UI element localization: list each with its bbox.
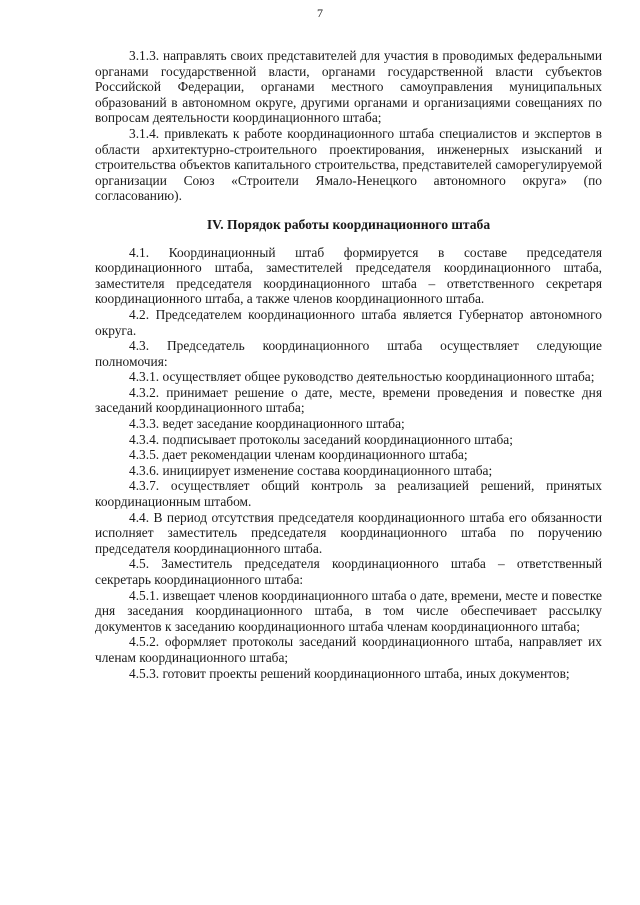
clause-4-4: 4.4. В период отсутствия председателя координационного штаба его обязанности исполняет заместитель председателя координационного штаба по поручению председателя координационного штаба. — [95, 509, 602, 556]
clause-4-3-4: 4.3.4. подписывает протоколы заседаний координационного штаба; — [129, 431, 513, 447]
page-number: 7 — [317, 6, 323, 20]
section-4-heading: IV. Порядок работы координационного штаба — [206, 216, 491, 232]
clause-3-1-3: 3.1.3. направлять своих представителей для участия в проводимых федеральными органами государственной власти, органами государственной власти субъектов Российской Федерации, органами местного самоуправления муниципальных образований в автономном округе, другими органами и организациями совещаниях по вопросам деятельности координационного штаба; — [95, 48, 602, 126]
clause-4-3-5: 4.3.5. дает рекомендации членам координационного штаба; — [129, 447, 468, 463]
document-body — [95, 48, 602, 681]
clause-4-3-6: 4.3.6. инициирует изменение состава координационного штаба; — [129, 462, 493, 478]
clause-4-5: 4.5. Заместитель председателя координационного штаба – ответственный секретарь координационного штаба: — [95, 556, 602, 587]
clause-4-5-1: 4.5.1. извещает членов координационного штаба о дате, времени, месте и повестке дня заседания координационного штаба, в том числе обеспечивает рассылку документов к заседанию координационного штаба членам координационного штаба; — [95, 587, 602, 634]
clause-4-3-1: 4.3.1. осуществляет общее руководство деятельностью координационного штаба; — [129, 369, 595, 385]
clause-4-3-3: 4.3.3. ведет заседание координационного штаба; — [129, 416, 405, 432]
clause-4-3-7: 4.3.7. осуществляет общий контроль за реализацией решений, принятых координационным штабом. — [95, 478, 602, 510]
clause-4-3-2: 4.3.2. принимает решение о дате, месте, времени проведения и повестке дня заседаний координационного штаба; — [95, 384, 602, 416]
clause-3-1-4: 3.1.4. привлекать к работе координационного штаба специалистов и экспертов в области архитектурно-строительного проектирования, инженерных изысканий и строительства объектов капитального строительства, представителей саморегулируемой организации Союз «Строители Ямало-Ненецкого автономного округа» (по согласованию). — [95, 125, 602, 204]
clause-4-3: 4.3. Председатель координационного штаба осуществляет следующие полномочия: — [95, 338, 602, 369]
clause-4-1: 4.1. Координационный штаб формируется в составе председателя координационного штаба, заместителей председателя координационного штаба, заместителя председателя координационного штаба – ответственного секретаря координационного штаба, а также членов координационного штаба. — [95, 244, 602, 307]
clause-4-5-2: 4.5.2. оформляет протоколы заседаний координационного штаба, направляет их членам координационного штаба; — [95, 634, 602, 665]
clause-4-5-3: 4.5.3. готовит проекты решений координационного штаба, иных документов; — [129, 665, 570, 681]
clause-4-2: 4.2. Председателем координационного штаба является Губернатор автономного округа. — [95, 306, 602, 338]
